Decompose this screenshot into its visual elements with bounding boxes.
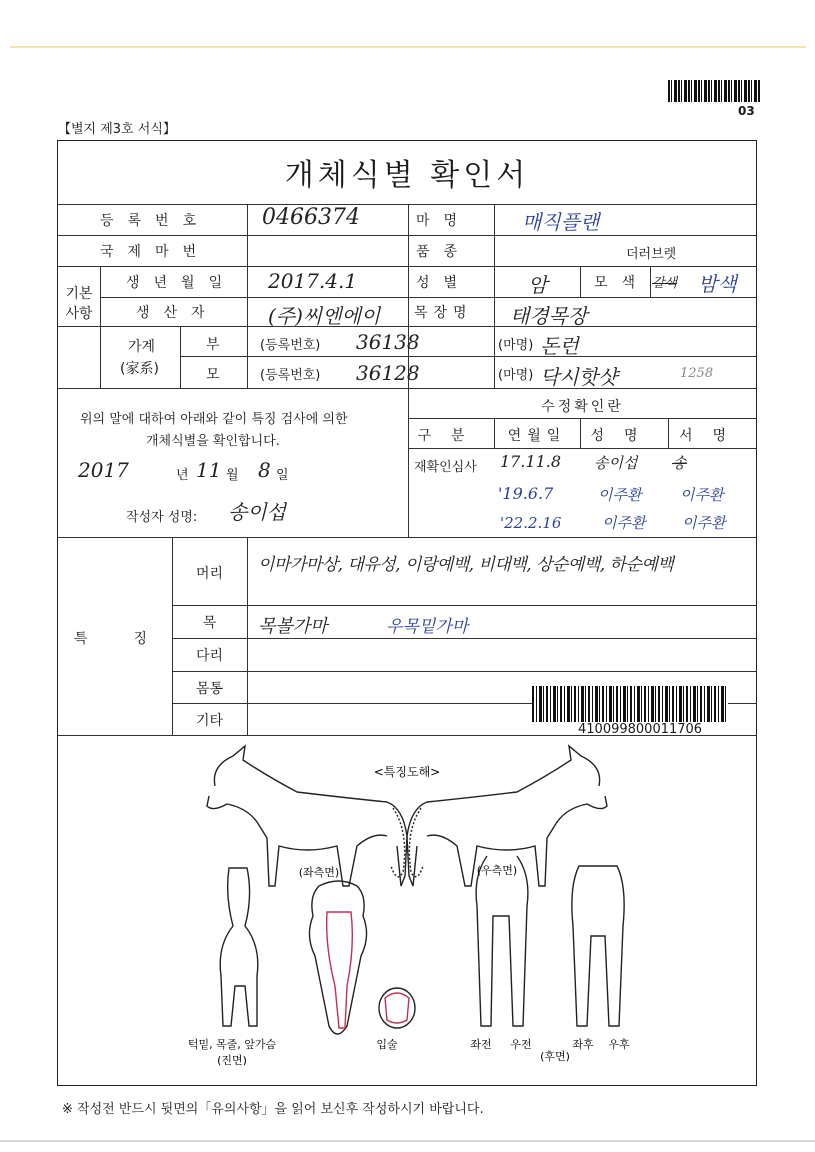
revision-row-2-date: '19.6.7 <box>498 484 554 503</box>
sex-value: 암 <box>528 273 548 297</box>
sire-reg-label: (등록번호) <box>260 338 321 353</box>
dam-note-value: 1258 <box>680 366 714 381</box>
birth-value: 2017.4.1 <box>268 269 358 293</box>
sire-name-value: 돈런 <box>540 334 579 358</box>
revision-row-1-signature: 송 <box>672 454 687 472</box>
middle-barcode <box>532 686 728 722</box>
revision-row-3-date: '22.2.16 <box>500 514 562 532</box>
other-label: 기타 <box>195 713 224 729</box>
neck-features-blue-value: 우목밑가마 <box>386 617 469 637</box>
dam-reg-value: 36128 <box>356 361 420 385</box>
statement-day: 8 <box>258 458 271 482</box>
horse-name-label: 마명 <box>416 213 472 229</box>
lips-caption: 입술 <box>376 1038 398 1051</box>
reg-no-value: 0466374 <box>262 205 360 230</box>
left-side-caption: (좌측면) <box>298 866 340 879</box>
sire-label: 부 <box>206 337 220 353</box>
revision-row-2-signature: 이주환 <box>680 486 724 504</box>
lineage-label: 가계 <box>128 339 156 355</box>
top-barcode <box>668 80 760 102</box>
top-barcode-number: 03 <box>738 104 755 118</box>
forelegs-outline <box>476 856 528 1026</box>
form-number-label: 【별지 제3호 서식】 <box>58 122 176 137</box>
breed-label: 품종 <box>416 244 472 260</box>
neck-label: 목 <box>202 615 217 631</box>
farm-value: 태경목장 <box>510 304 588 328</box>
neck-features-value: 목볼가마 <box>258 616 328 637</box>
coat-value: 밤색 <box>698 272 737 296</box>
dam-name-label: (마명) <box>498 368 534 383</box>
top-edge-line <box>10 46 806 48</box>
diagram-title: <특징도해> <box>373 765 441 779</box>
year-unit: 년 <box>176 468 189 483</box>
revision-row-1-date: 17.11.8 <box>500 452 562 471</box>
right-side-caption: (우측면) <box>476 864 518 877</box>
hind-view-outline <box>572 866 624 1026</box>
coat-label: 모색 <box>594 275 650 291</box>
middle-barcode-number: 410099800011706 <box>578 722 703 737</box>
revision-col-signature: 서명 <box>678 428 747 444</box>
farm-label: 목장명 <box>414 305 473 321</box>
revision-row-1-type: 재확인심사 <box>414 460 477 475</box>
month-unit: 월 <box>226 468 239 483</box>
breeder-label: 생산자 <box>136 305 219 321</box>
hind-subcaption: (후면) <box>540 1050 570 1063</box>
dam-label: 모 <box>206 367 220 383</box>
revision-row-1-name: 송이섭 <box>594 454 638 472</box>
statement-line-1: 위의 말에 대하여 아래와 같이 특징 검사에 의한 <box>80 412 348 427</box>
basic-info-label: 기본사항 <box>65 286 93 322</box>
front-caption: 턱밑, 목줄, 앞가슴 <box>187 1038 277 1051</box>
horse-name-value: 매직플랜 <box>522 210 600 234</box>
features-label: 특징 <box>74 631 194 647</box>
birth-label: 생년월일 <box>126 275 237 291</box>
front-chest-outline <box>220 868 258 1026</box>
statement-month: 11 <box>196 458 222 482</box>
front-subcaption: (진면) <box>217 1054 247 1067</box>
lineage-cn-label: (家系) <box>120 361 159 377</box>
breeder-value: (주)씨엔에이 <box>268 304 381 328</box>
dam-reg-label: (등록번호) <box>260 368 321 383</box>
writer-label: 작성자 성명: <box>126 510 198 525</box>
footer-notice: ※ 작성전 반드시 뒷면의「유의사항」을 읽어 보신후 작성하시기 바랍니다. <box>62 1102 484 1117</box>
horse-diagram <box>57 736 757 1086</box>
revision-col-date: 연월일 <box>507 428 567 444</box>
fore-right-caption: 우전 <box>510 1038 532 1051</box>
bottom-edge-line <box>0 1140 815 1142</box>
revision-col-type: 구분 <box>417 428 485 444</box>
revision-col-name: 성명 <box>590 428 658 444</box>
reg-no-label: 등록번호 <box>100 213 211 229</box>
body-label: 몸통 <box>195 681 224 697</box>
hind-left-caption: 좌후 <box>572 1038 594 1051</box>
breed-value: 더러브렛 <box>626 247 677 262</box>
lips-marking <box>385 993 409 1023</box>
coat-struck-value: 갈색 <box>652 276 678 291</box>
lips-outline <box>379 988 415 1028</box>
revision-header: 수정확인란 <box>541 399 624 415</box>
document-title: 개체식별 확인서 <box>284 158 530 193</box>
dam-name-value: 닥시핫샷 <box>540 365 618 389</box>
hind-right-caption: 우후 <box>608 1038 630 1051</box>
day-unit: 일 <box>276 468 289 483</box>
revision-row-2-name: 이주환 <box>598 486 642 504</box>
legs-label: 다리 <box>195 648 224 664</box>
sire-name-label: (마명) <box>498 338 534 353</box>
statement-year: 2017 <box>78 458 129 482</box>
sex-label: 성별 <box>416 275 472 291</box>
intl-mark-label: 국제마번 <box>100 244 211 260</box>
sire-reg-value: 36138 <box>356 330 420 354</box>
head-blaze-marking <box>327 912 353 1028</box>
revision-row-3-name: 이주환 <box>602 514 646 532</box>
writer-name: 송이섭 <box>228 500 286 524</box>
head-label: 머리 <box>195 566 224 582</box>
statement-line-2: 개체식별을 확인합니다. <box>146 434 280 449</box>
fore-left-caption: 좌전 <box>470 1038 492 1051</box>
revision-row-3-signature: 이주환 <box>682 514 726 532</box>
head-features-value: 이마가마상, 대유성, 이랑예백, 비대백, 상순예백, 하순예백 <box>258 555 674 575</box>
